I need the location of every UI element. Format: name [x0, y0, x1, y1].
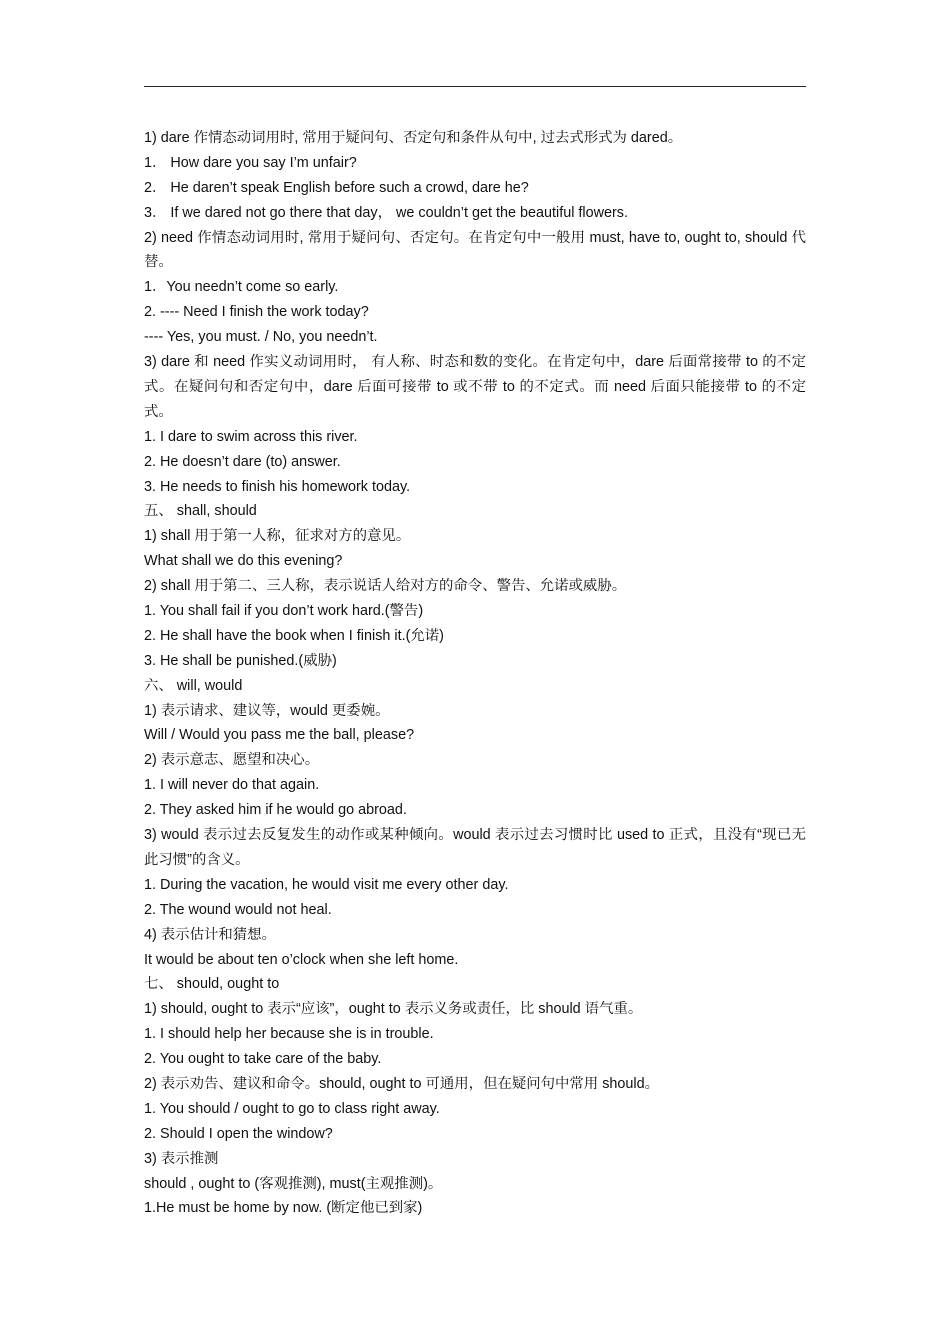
text-line: 1.He must be home by now. (断定他已到家)	[144, 1200, 423, 1217]
text-line: 2． He daren’t speak English before such a crowd, dare he?	[144, 179, 529, 196]
text-line: 2) 表示劝告、建议和命令。should, ought to 可通用，但在疑问句中常用 should。	[144, 1075, 659, 1092]
section-heading: 六、 will, would	[144, 677, 243, 694]
text-line: 2. ---- Need I finish the work today?	[144, 304, 369, 321]
section-heading: 七、 should, ought to	[144, 976, 280, 993]
text-line: should , ought to (客观推测), must(主观推测)。	[144, 1175, 443, 1192]
text-line: 2. You ought to take care of the baby.	[144, 1051, 382, 1068]
text-line: 1. I will never do that again.	[144, 777, 320, 794]
text-line: 1. I dare to swim across this river.	[144, 428, 358, 445]
text-line: 2. They asked him if he would go abroad.	[144, 802, 407, 819]
text-line: 1． How dare you say I’m unfair?	[144, 154, 357, 171]
text-line: 3) 表示推测	[144, 1150, 219, 1167]
text-line: 3. He shall be punished.(威胁)	[144, 652, 337, 669]
text-line: 3. He needs to finish his homework today.	[144, 478, 411, 495]
text-line: What shall we do this evening?	[144, 553, 343, 570]
document-body	[144, 126, 806, 1221]
text-line: 2) 表示意志、愿望和决心。	[144, 752, 320, 769]
text-line: 1. During the vacation, he would visit me every other day.	[144, 876, 509, 893]
text-line: 1) should, ought to 表示“应该”，ought to 表示义务或责任，比 should 语气重。	[144, 1001, 643, 1018]
text-paragraph: 3) dare 和 need 作实义动词用时， 有人称、时态和数的变化。在肯定句中，dare 后面常接带 to 的不定式。在疑问句和否定句中，dare 后面可接带 to 或不带 to 的不定式。而 need 后面只能接带 to 的不定式。	[144, 354, 806, 420]
text-line: 3． If we dared not go there that day， we couldn’t get the beautiful flowers.	[144, 204, 628, 221]
text-line: 2) shall 用于第二、三人称，表示说话人给对方的命令、警告、允诺或威胁。	[144, 578, 627, 595]
text-line: 2. He doesn’t dare (to) answer.	[144, 453, 341, 470]
text-paragraph: 2) need 作情态动词用时, 常用于疑问句、否定句。在肯定句中一般用 must, have to, ought to, should 代替。	[144, 229, 806, 271]
text-line: 1. I should help her because she is in trouble.	[144, 1026, 434, 1043]
header-rule	[144, 86, 806, 87]
text-line: 1. You should / ought to go to class right away.	[144, 1100, 440, 1117]
text-line: 1) 表示请求、建议等，would 更委婉。	[144, 702, 390, 719]
text-line: Will / Would you pass me the ball, please?	[144, 727, 415, 744]
text-line: 1．You needn’t come so early.	[144, 279, 339, 296]
text-line: 1) shall 用于第一人称，征求对方的意见。	[144, 528, 411, 545]
text-paragraph: 3) would 表示过去反复发生的动作或某种倾向。would 表示过去习惯时比 used to 正式，且没有“现已无此习惯”的含义。	[144, 827, 806, 868]
text-line: 2. Should I open the window?	[144, 1125, 333, 1142]
text-line: 1) dare 作情态动词用时, 常用于疑问句、否定句和条件从句中, 过去式形式为 dared。	[144, 130, 683, 146]
section-heading: 五、 shall, should	[144, 503, 257, 520]
text-line: 2. The wound would not heal.	[144, 901, 332, 918]
text-line: 1. You shall fail if you don’t work hard.(警告)	[144, 603, 424, 619]
text-line: 2. He shall have the book when I finish it.(允诺)	[144, 627, 444, 644]
text-line: ---- Yes, you must. / No, you needn’t.	[144, 329, 378, 346]
text-line: 4) 表示估计和猜想。	[144, 926, 276, 943]
text-line: It would be about ten o’clock when she left home.	[144, 951, 459, 968]
